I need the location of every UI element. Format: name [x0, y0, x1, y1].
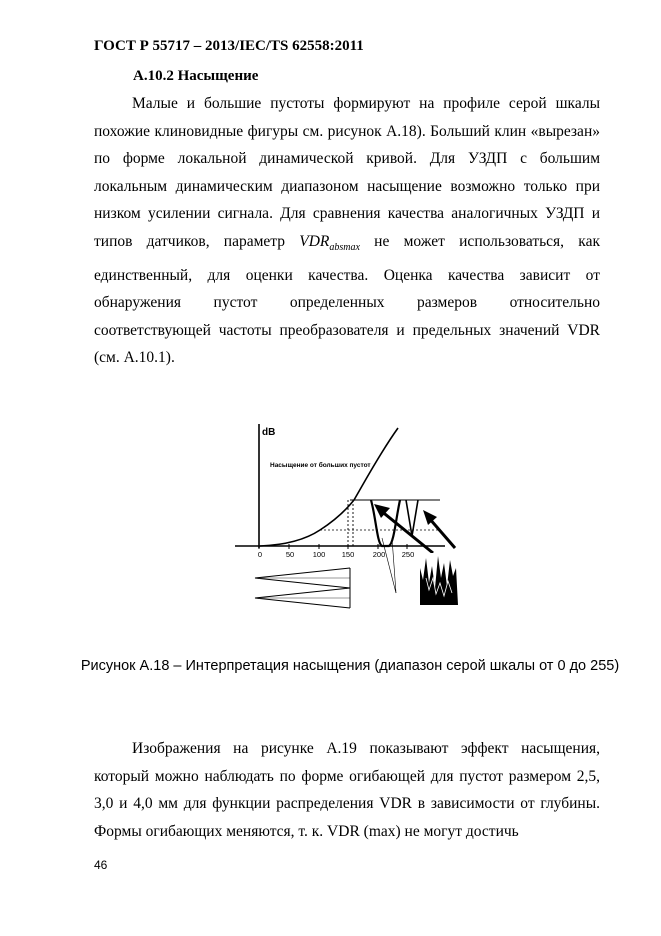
speckle-image: [420, 553, 458, 605]
paragraph-2-text: Изображения на рисунке А.19 показывают эффект насыщения, который можно наблюдать по форме огибающей для пустот размером 2,5, 3,0 и 4,0 мм для функции распределения VDR в зависимости от глубины. Формы огибающих меняются, т. к. VDR (max) не могут достичь: [94, 740, 600, 840]
paragraph-1-text-a: Малые и большие пустоты формируют на профиле серой шкалы похожие клиновидные фигуры см. рисунок А.18). Больший клин «вырезан» по форме локальной динамической кривой. Для УЗДП с большим локальным динамическим диапазоном насыщение возможно только при низком усилении сигнала. Для сравнения качества аналогичных УЗДП и типов датчиков, параметр: [94, 95, 600, 250]
figure-caption: Рисунок А.18 – Интерпретация насыщения (диапазон серой шкалы от 0 до 255): [80, 658, 620, 674]
standard-header: ГОСТ Р 55717 – 2013/IEC/TS 62558:2011: [94, 38, 364, 54]
x-tick-50: 50: [285, 550, 295, 559]
small-void-wedge: [406, 500, 418, 536]
vdr-symbol: $VDR_{absmax}$: [299, 232, 360, 254]
saturation-annotation: Насыщение от больших пустот: [270, 462, 371, 469]
x-tick-100: 100: [312, 550, 326, 559]
y-axis-label: dB: [262, 427, 276, 438]
page-number: 46: [94, 858, 108, 872]
x-tick-250: 250: [401, 550, 415, 559]
section-title: А.10.2 Насыщение: [133, 68, 259, 84]
x-tick-150: 150: [341, 550, 355, 559]
x-tick-0: 0: [257, 550, 263, 559]
x-tick-200: 200: [372, 550, 386, 559]
x-tick-labels: [258, 550, 414, 559]
paragraph-1: [94, 90, 600, 372]
saturation-figure: [230, 418, 470, 618]
grayscale-wedge-profile: [255, 568, 350, 608]
arrow-to-small-wedge: [423, 510, 455, 548]
paragraph-2: [94, 735, 600, 845]
paragraph-1-text-b: не может использоваться, как единственный, для оценки качества. Оценка качества зависит от обнаружения пустот определенных размеров относительно соответствующей частоты преобразователя и предельных значений VDR (см. А.10.1).: [94, 232, 600, 367]
